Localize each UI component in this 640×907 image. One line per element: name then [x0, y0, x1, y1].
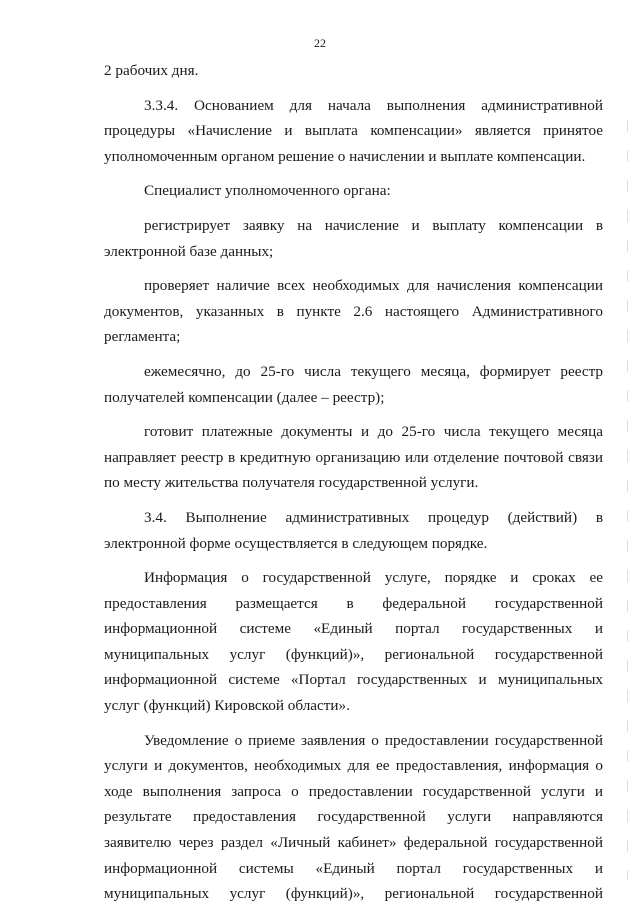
paragraph-continuation: 2 рабочих дня. — [104, 62, 199, 79]
paragraph-3-4: 3.4. Выполнение административных процедур (действий) в электронной форме осуществляется в следующем порядке. — [104, 508, 603, 552]
paragraph-monthly: ежемесячно, до 25-го числа текущего месяца, формирует реестр получателей компенсации (далее – реестр); — [104, 362, 603, 406]
document-body — [104, 58, 603, 907]
paragraph-prepares: готовит платежные документы и до 25-го числа текущего месяца направляет реестр в кредитную организацию или отделение почтовой связи по месту жительства получателя государственной услуги. — [104, 423, 603, 492]
paragraph-information: Информация о государственной услуге, порядке и сроках ее предоставления размещается в федеральной государственной информационной системе «Единый портал государственных и муниципальных услуг (функций)», региональной государственной информационной системе «Портал государственных и муниципальных услуг (функций) Кировской области». — [104, 569, 603, 715]
page-number: 22 — [314, 36, 326, 50]
paragraph-specialist: Специалист уполномоченного органа: — [144, 182, 391, 200]
scan-edge-line — [627, 120, 628, 880]
paragraph-3-3-4: 3.3.4. Основанием для начала выполнения административной процедуры «Начисление и выплата компенсации» является принятое уполномоченным органом решение о начислении и выплате компенсации. — [104, 96, 603, 165]
paragraph-notification: Уведомление о приеме заявления о предоставлении государственной услуги и документов, необходимых для ее предоставления, информация о ходе выполнения запроса о предоставлении государственной услуги и результате предоставления государственной услуги направляются заявителю через раздел «Личный кабинет» федеральной государственной информационной системы «Единый портал государственных и муниципальных услуг (функций)», региональной государственной — [104, 731, 603, 903]
paragraph-checks: проверяет наличие всех необходимых для начисления компенсации документов, указанных в пункте 2.6 настоящего Административного регламента; — [104, 277, 603, 346]
paragraph-registers: регистрирует заявку на начисление и выплату компенсации в электронной базе данных; — [104, 216, 603, 260]
